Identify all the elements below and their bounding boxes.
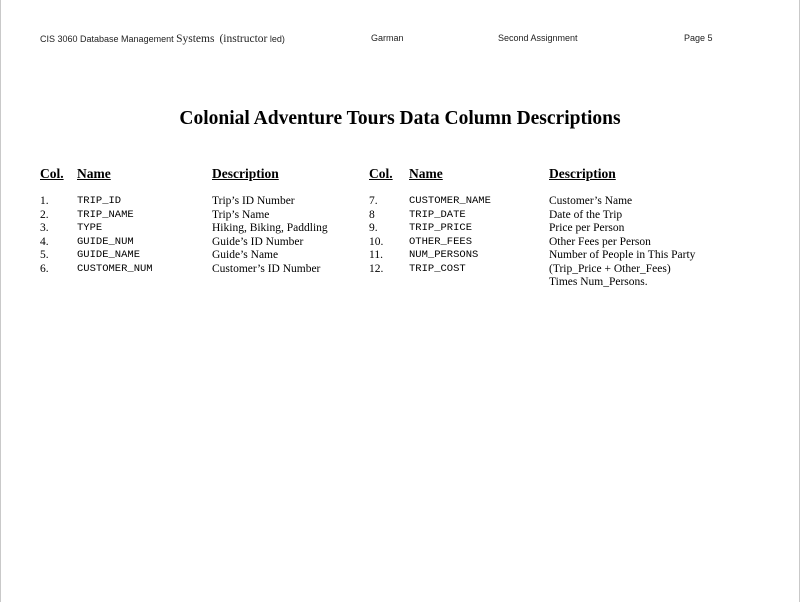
right-row-col: 11. xyxy=(369,249,383,261)
left-row-name: GUIDE_NAME xyxy=(77,249,141,261)
right-row-description: (Trip_Price + Other_Fees) xyxy=(549,262,671,275)
right-row-name: TRIP_COST xyxy=(409,262,466,275)
left-row-name: TRIP_ID xyxy=(77,195,122,207)
left-row-name: CUSTOMER_NUM xyxy=(77,262,153,275)
header-course-systems: Systems xyxy=(176,33,215,45)
left-row-col: 3. xyxy=(40,222,49,234)
left-row-description: Trip’s Name xyxy=(212,208,270,221)
left-row-description: Trip’s ID Number xyxy=(212,195,295,207)
header-course-led: led) xyxy=(269,34,285,44)
left-row-col: 2. xyxy=(40,208,49,221)
header-page-number: Page 5 xyxy=(684,33,713,43)
left-row-name: TYPE xyxy=(77,222,103,234)
right-row-name: CUSTOMER_NAME xyxy=(409,195,491,207)
right-row-name: OTHER_FEES xyxy=(409,235,473,248)
left-row-description: Guide’s Name xyxy=(212,249,279,261)
header-instructor: Garman xyxy=(371,33,404,43)
right-row-col: 12. xyxy=(369,262,384,275)
right-row-name: TRIP_DATE xyxy=(409,208,466,221)
left-row-description: Hiking, Biking, Paddling xyxy=(212,222,328,234)
header-course-suffix: (instructor xyxy=(219,33,268,45)
right-row-description: Price per Person xyxy=(549,222,625,234)
left-row-col: 1. xyxy=(40,195,49,207)
header-assignment: Second Assignment xyxy=(498,33,578,43)
right-name-header: Name xyxy=(409,166,443,181)
right-row-name: NUM_PERSONS xyxy=(409,249,479,261)
left-row-description: Customer’s ID Number xyxy=(212,262,321,275)
left-name-header: Name xyxy=(77,166,111,181)
left-row-col: 6. xyxy=(40,262,49,275)
right-row-col: 7. xyxy=(369,195,378,207)
right-description-header: Description xyxy=(549,166,616,181)
left-row-name: GUIDE_NUM xyxy=(77,235,134,248)
right-row-col: 8 xyxy=(369,208,375,221)
left-row-name: TRIP_NAME xyxy=(77,208,134,221)
trip-cost-continuation: Times Num_Persons. xyxy=(549,276,648,288)
right-row-description: Other Fees per Person xyxy=(549,235,651,248)
right-row-description: Date of the Trip xyxy=(549,208,623,221)
right-row-name: TRIP_PRICE xyxy=(409,222,473,234)
right-col-header: Col. xyxy=(369,166,393,181)
page-title: Colonial Adventure Tours Data Column Descriptions xyxy=(179,108,621,129)
header-course xyxy=(40,33,285,45)
left-description-header: Description xyxy=(212,166,279,181)
right-row-col: 10. xyxy=(369,235,384,248)
right-row-description: Number of People in This Party xyxy=(549,249,696,261)
right-row-description: Customer’s Name xyxy=(549,195,633,207)
left-row-description: Guide’s ID Number xyxy=(212,235,304,248)
right-row-col: 9. xyxy=(369,222,378,234)
left-row-col: 4. xyxy=(40,235,49,248)
left-row-col: 5. xyxy=(40,249,49,261)
header-course-prefix: CIS 3060 Database Management xyxy=(40,34,174,44)
left-col-header: Col. xyxy=(40,166,64,181)
